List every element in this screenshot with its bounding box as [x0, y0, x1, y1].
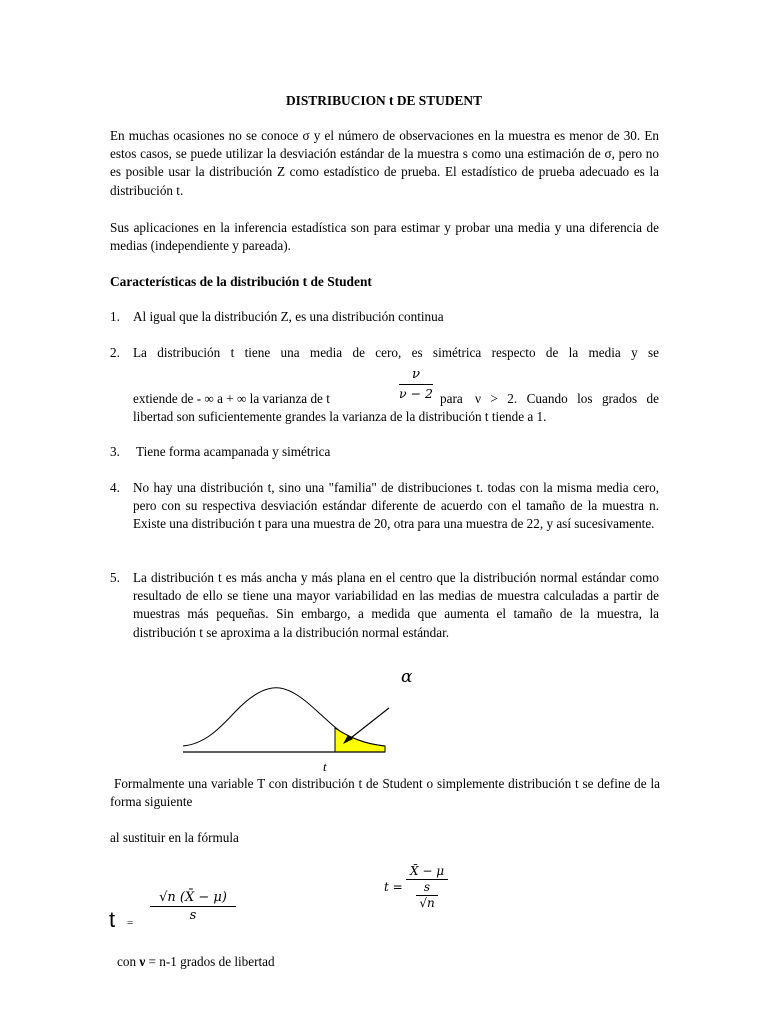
list-item-text: Tiene forma acampanada y simétrica — [136, 444, 331, 459]
dof-prefix: con — [117, 954, 140, 969]
dof-rest: = n-1 grados de libertad — [145, 954, 275, 969]
list-item-text-line-2a: extiende de - ∞ a + ∞ la varianza de t — [133, 391, 330, 406]
variance-numerator: ν — [411, 367, 421, 382]
distribution-curve — [183, 688, 385, 746]
list-item-number: 3. — [110, 444, 120, 459]
page-title: DISTRIBUCION t DE STUDENT — [285, 93, 483, 108]
list-item-text: No hay una distribución t, sino una "familia" de distribuciones t. todas con la misma media cero, pero con su respectiva desviación estándar diferente de acuerdo con el tamaño de la muestra n. Existe una distribución t para una muestra de 20, otra para una muestra de 22, y así sucesivamente. — [133, 480, 659, 532]
list-item-text-line-2c: ν > 2. Cuando los grados de — [475, 391, 659, 406]
intro-paragraph-1: En muchas ocasiones no se conoce σ y el número de observaciones en la muestra es menor de 30. En estos casos, se puede utilizar la desviación estándar de la muestra s como una estimación de σ, pero no es posible usar la distribución Z como estadístico de prueba. El estadístico de prueba adecuado es la distribución t. — [110, 128, 659, 198]
formula-right-denominator-bottom: √n — [416, 895, 438, 911]
formula-right-numerator: X̄ − μ — [409, 864, 445, 878]
list-item-text-line-1: La distribución t tiene una media de cero, es simétrica respecto de la media y se — [133, 345, 659, 360]
degrees-of-freedom — [117, 953, 275, 971]
formula-right-lhs: t = — [384, 880, 403, 894]
formula-left-fraction — [150, 889, 236, 924]
variance-denominator: ν − 2 — [399, 386, 433, 402]
list-item-text: La distribución t es más ancha y más plana en el centro que la distribución normal estándar como resultado de ello se tiene una mayor variabilidad en las medias de muestra calculadas a partir de muestras más pequeñas. Sin embargo, a medida que aumenta el tamaño de la muestra, la distribución t se aproxima a la distribución normal estándar. — [133, 570, 659, 640]
list-item-number: 5. — [110, 570, 120, 585]
list-item-text-line-2b: para — [440, 391, 463, 406]
formula-right-denominator-top: s — [406, 879, 448, 895]
list-item-number: 4. — [110, 480, 120, 495]
list-item-number: 1. — [110, 309, 120, 324]
alpha-label: α — [401, 667, 413, 687]
dof-symbol: ν — [139, 954, 146, 969]
alpha-pointer-arrow — [347, 708, 389, 741]
formula-left-lhs: t — [109, 907, 116, 932]
formula-left-equals: = — [127, 917, 134, 929]
t-distribution-figure — [175, 660, 425, 775]
intro-paragraph-2: Sus aplicaciones en la inferencia estadística son para estimar y probar una media y una diferencia de medias (independiente y pareada). — [110, 220, 659, 254]
formula-left-denominator: s — [150, 906, 236, 924]
list-item-text: Al igual que la distribución Z, es una distribución continua — [133, 309, 444, 324]
substitute-text: al sustituir en la fórmula — [110, 830, 239, 845]
list-item-number: 2. — [110, 345, 120, 360]
formula-left-numerator: √n (X̄ − μ) — [159, 890, 227, 905]
t-label: t — [323, 759, 327, 774]
section-heading: Características de la distribución t de Student — [110, 274, 372, 289]
formula-right-fraction — [406, 864, 448, 911]
variance-fraction — [399, 366, 433, 402]
list-item-text-line-3: libertad son suficientemente grandes la varianza de la distribución t tiende a 1. — [133, 409, 547, 424]
list-item-2 — [0, 344, 768, 424]
formal-definition: Formalmente una variable T con distribución t de Student o simplemente distribución t se define de la forma siguiente — [110, 776, 660, 810]
